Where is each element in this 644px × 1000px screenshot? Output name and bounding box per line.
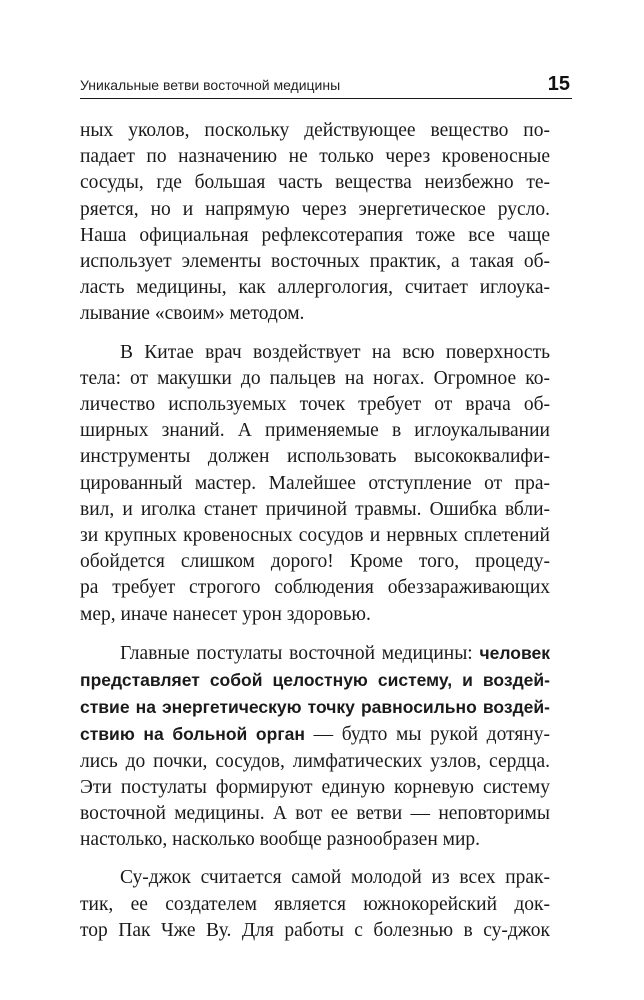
bold-text: человек xyxy=(479,642,550,663)
text-run: — будто мы рукой дотяну- xyxy=(304,724,550,746)
page-number: 15 xyxy=(547,73,570,95)
text-line: падает по назначению не только через кровеносные xyxy=(80,146,550,168)
paragraph xyxy=(80,865,550,944)
text-line xyxy=(80,721,550,748)
text-line: зи крупных кровеносных сосудов и нервных сплетений xyxy=(80,525,550,547)
text-line: ширных знаний. А применяемые в иглоукалывании xyxy=(80,420,550,442)
text-line: ных уколов, поскольку действующее вещество по- xyxy=(80,120,550,141)
text-line: лывание «своим» методом. xyxy=(80,303,305,325)
running-header-title: Уникальные ветви восточной медицины xyxy=(80,77,341,93)
text-line: ра требует строгого соблюдения обеззараживающих xyxy=(80,577,550,599)
text-line: сосуды, где большая часть вещества неизбежно те- xyxy=(80,172,550,194)
text-run: Главные постулаты восточной медицины: xyxy=(120,642,480,664)
paragraph xyxy=(80,640,550,854)
text-line xyxy=(80,640,550,667)
running-header xyxy=(80,72,572,99)
text-line: В Китае врач воздействует на всю поверхность xyxy=(120,341,550,363)
text-line: ласть медицины, как аллергология, считает иглоука- xyxy=(80,277,550,299)
text-line: настолько, насколько вообще разнообразен мир. xyxy=(80,829,481,851)
text-line: Наша официальная рефлексотерапия тоже все чаще xyxy=(80,224,550,246)
text-line: цированный мастер. Малейшее отступление от пра- xyxy=(80,472,550,494)
bold-text: ствию на больной орган xyxy=(80,724,305,745)
text-line xyxy=(80,694,550,721)
text-line: ряется, но и напрямую через энергетическое русло. xyxy=(80,198,550,220)
text-line: тела: от макушки до пальцев на ногах. Огромное ко- xyxy=(80,367,550,389)
text-line: тор Пак Чже Ву. Для работы с болезнью в су-джок xyxy=(80,919,550,941)
text-line: инструменты должен использовать высококвалифи- xyxy=(80,446,550,468)
text-line: мер, иначе нанесет урон здоровью. xyxy=(80,603,371,625)
text-line: тик, ее создателем является южнокорейский док- xyxy=(80,893,550,915)
text-line: лись до почки, сосудов, лимфатических узлов, сердца. xyxy=(80,750,550,772)
text-line xyxy=(80,667,550,694)
text-line: Эти постулаты формируют единую корневую систему xyxy=(80,776,550,798)
text-line: восточной медицины. А вот ее ветви — неповторимы xyxy=(80,803,550,825)
bold-text: представляет собой целостную систему, и воздей- xyxy=(80,670,550,691)
text-line: Су-джок считается самой молодой из всех прак- xyxy=(120,867,550,889)
body-text xyxy=(80,118,550,956)
bold-text: ствие на энергетическую точку равносильно воздей- xyxy=(80,697,550,718)
text-line: личество используемых точек требует от врача об- xyxy=(80,394,550,416)
text-line: вил, и иголка станет причиной травмы. Ошибка вбли- xyxy=(80,498,550,520)
paragraph xyxy=(80,118,550,328)
paragraph xyxy=(80,340,550,628)
text-line: использует элементы восточных практик, а такая об- xyxy=(80,251,550,273)
text-line: обойдется слишком дорого! Кроме того, процеду- xyxy=(80,551,550,573)
